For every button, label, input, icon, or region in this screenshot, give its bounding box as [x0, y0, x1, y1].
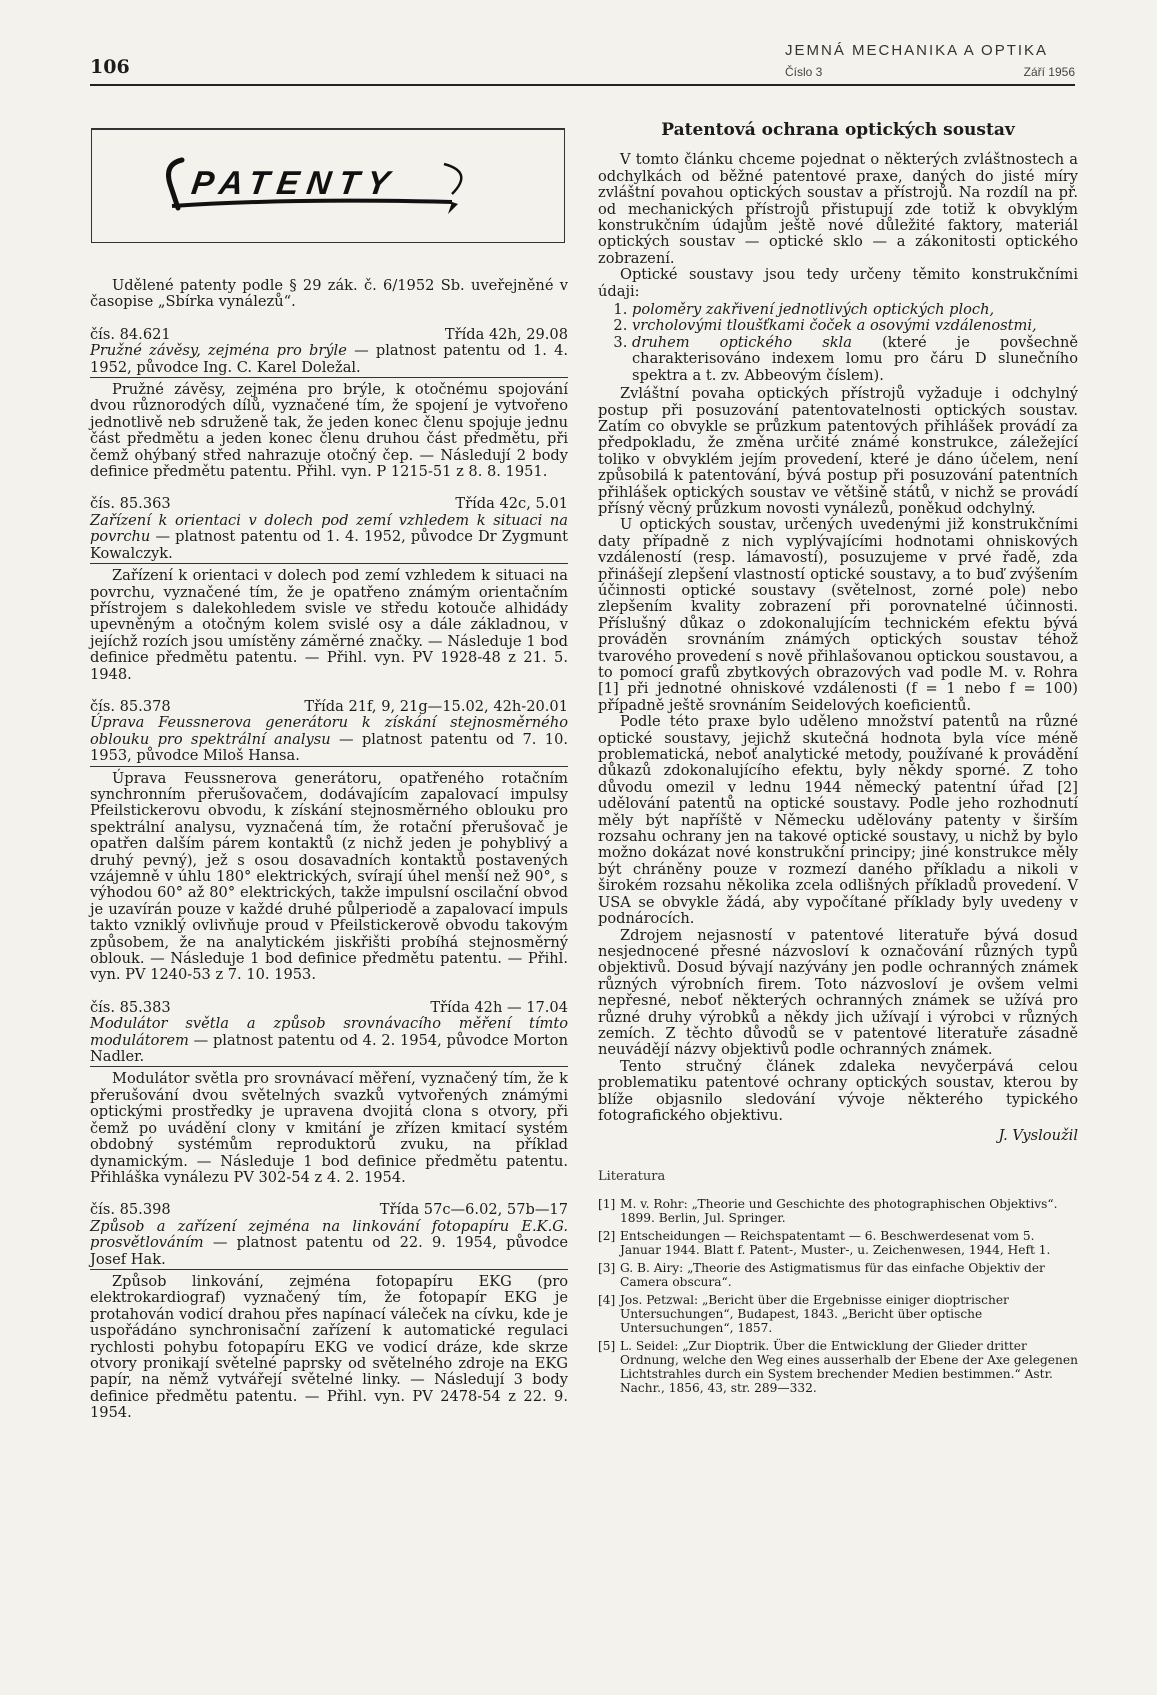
patent-title [90, 1016, 568, 1067]
patent-number: čís. 84.621 [90, 325, 171, 343]
patent-validity: — platnost patentu od 1. 4. 1952, původce Ing. C. Karel Doležal. [90, 342, 568, 376]
patent-class: Třída 57c—6.02, 57b—17 [379, 1201, 568, 1219]
patent-body: Způsob linkování, zejména fotopapíru EKG (pro elektrokardiograf) vyznačený tím, že fotopapír EKG je protahován vodicí drahou přes napínací váleček na cívku, kde je uspořádáno synchronisační zařízení k automatické regulaci rychlosti pohybu fotopapíru EKG ve vodicí dráze, kde skrze otvory pronikají světelné paprsky od světelného zdroje na EKG papír, na němž vytvářejí světelné linky. — Následují 3 body definice předmětu patentu. — Přihl. vyn. PV 2478-54 z 22. 9. 1954. [90, 1272, 568, 1422]
patent-class: Třída 42c, 5.01 [455, 495, 568, 513]
patent-number: čís. 85.378 [90, 697, 171, 715]
article-paragraph: V tomto článku chceme pojednat o některých zvláštnostech a odchylkách od běžné patentové praxe, daných do jisté míry zvláštní povahou optických soustav a přístrojů. Na rozdíl na př. od mechanických přístrojů přistupují zde totiž k obvyklým konstrukčním údajům ještě nové důležité faktory, materiál optických soustav — optické sklo — a zákonitosti optického zobrazení. [598, 151, 1078, 267]
patent-validity: — platnost patentu od 7. 10. 1953, původce Miloš Hansa. [90, 730, 568, 765]
issue-date: Září 1956 [1023, 65, 1075, 79]
patent-title [90, 343, 568, 378]
patent-entry [90, 327, 568, 481]
patent-validity: — platnost patentu od 1. 4. 1952, původce Dr Zygmunt Kowalczyk. [90, 528, 568, 562]
article-title: Patentová ochrana optických soustav [661, 120, 1015, 140]
patent-number: čís. 85.398 [90, 1201, 171, 1219]
patent-entry [90, 699, 568, 984]
article-paragraph: Optické soustavy jsou tedy určeny těmito konstrukčními údaji: [598, 266, 1078, 300]
patent-class: Třída 42h — 17.04 [430, 998, 568, 1016]
patent-header [90, 1000, 568, 1016]
article-paragraph: Zvláštní povaha optických přístrojů vyžaduje i odchylný postup při posuzování patentovatelnosti optických soustav. Zatím co obvykle se průzkum patentových přihlášek provádí za předpokladu, že změna určité známé konstrukce, záležející toliko v obvyklém jejím provedení, které je dáno účelem, není způsobilá k patentování, bývá postup při posuzování patentních přihlášek optických soustav ve většině států, v nichž se provádí přísný věcný průzkum novosti vynálezů, poněkud odchylný. [598, 385, 1078, 517]
article-paragraph: Tento stručný článek zdaleka nevyčerpává celou problematiku patentové ochrany optických soustav, kterou by blíže objasnilo sledování vývoje některého typického fotografického objektivu. [598, 1057, 1078, 1124]
patent-body: Modulátor světla pro srovnávací měření, vyznačený tím, že k přerušování dvou světelných svazků vytvořených známými optickými prostředky je upravena dvojitá clona s otvory, při čemž po uvádění clony v kmitání je zřízen kmitací systém obdobný systémům reproduktorů zvuku, na příklad dynamickým. — Následuje 1 bod definice předmětu patentu. Přihláška vynálezu PV 302-54 z 4. 2. 1954. [90, 1070, 568, 1186]
patent-title [90, 1219, 568, 1270]
patent-number: čís. 85.363 [90, 495, 171, 513]
reference-item: [4] Jos. Petzwal: „Bericht über die Ergebnisse einiger dioptrischer Untersuchungen“, Budapest, 1843. „Bericht über optische Untersuchungen“, 1857. [598, 1293, 1009, 1336]
patent-entry [90, 1202, 568, 1421]
header-rule [90, 84, 1075, 86]
reference-item: [3] G. B. Airy: „Theorie des Astigmatismus für das einfache Objektiv der Camera obscura“. [598, 1261, 1045, 1290]
patenty-logo-box [91, 128, 565, 243]
reference-item: [1] M. v. Rohr: „Theorie und Geschichte des photographischen Objektivs“. 1899. Berlin, Jul. Springer. [598, 1197, 1058, 1226]
logo-text: PATENTY [189, 165, 400, 202]
list-item: 2. vrcholovými tloušťkami čoček a osovými vzdálenostmi, [632, 318, 1078, 334]
patent-header [90, 496, 568, 512]
design-parameters-list [598, 302, 1078, 384]
reference-item: [2] Entscheidungen — Reichspatentamt — 6. Beschwerdesenat vom 5. Januar 1944. Blatt f. Patent-, Muster-, u. Zeichenwesen, 1944, Heft 1. [598, 1229, 1051, 1258]
patent-name: Způsob a zařízení zejména na linkování fotopapíru E.K.G. prosvětlováním [90, 1217, 568, 1252]
patent-body: Pružné závěsy, zejména pro brýle, k otočnému spojování dvou různorodých dílů, vyznačené tím, že spojení je vytvořeno jednotlivě neb sdruženě tak, že jeden konec členu spojuje jednu část předmětu a jeden konec členu druhou část předmětu, při čemž ohýbaný střed nahrazuje otočný čep. — Následují 2 body definice předmětu patentu. Přihl. vyn. P 1215-51 z 8. 8. 1951. [90, 381, 568, 481]
list-item: 1. poloměry zakřivení jednotlivých optických ploch, [632, 302, 1078, 318]
article-paragraph: Podle této praxe bylo uděleno množství patentů na různé optické soustavy, jejichž skutečná hodnota byla více méně problematická, neboť analytické metody, používané k provádění důkazů zdokonalujícího efektu, byly někdy sporné. Z toho důvodu omezil v lednu 1944 německý patentní úřad [2] udělování patentů na optické soustavy. Podle jeho rozhodnutí měly být napříště v Německu udělovány patenty v širším rozsahu ochrany jen na takové optické soustavy, u nichž by bylo možno dokázat nové konstrukční principy; jiné konstrukce měly být chráněny pouze v rozmezí daného příkladu a nikoli v širokém rozsahu několika zcela odlišných příkladů provedení. V USA se obvykle žádá, aby vypočítané příklady byly uvedeny v podnárocích. [598, 713, 1078, 928]
patent-title [90, 715, 568, 766]
patent-name: Zařízení k orientaci v dolech pod zemí vzhledem k situaci na povrchu [90, 511, 568, 546]
patent-validity: — platnost patentu od 4. 2. 1954, původce Morton Nadler. [90, 1031, 568, 1066]
issue-number: Číslo 3 [785, 65, 823, 79]
list-item: 3. druhem optického skla (které je povšechně charakterisováno indexem lomu pro čáru D slunečního spektra a t. zv. Abbeovým číslem). [632, 335, 1078, 384]
patent-entry [90, 496, 568, 682]
reference-list [598, 1197, 1078, 1395]
patent-name: Úprava Feussnerova generátoru k získání stejnosměrného oblouku pro spektrální analysu [90, 714, 568, 748]
journal-title: JEMNÁ MECHANIKA A OPTIKA [785, 42, 1049, 59]
patent-body: Zařízení k orientaci v dolech pod zemí vzhledem k situaci na povrchu, vyznačené tím, že je opatřeno známým orientačním přístrojem s dalekohledem svisle ve středu kotouče alhidády upevněným a otočným kolem svislé osy a dále základnou, v jejíchž rozích jsou umístěny záměrné značky. — Následuje 1 bod definice předmětu patentu. — Přihl. vyn. PV 1928-48 z 21. 5. 1948. [90, 567, 568, 683]
patent-header [90, 699, 568, 715]
patent-name: Modulátor světla a způsob srovnávacího měření tímto modulátorem [90, 1015, 568, 1049]
patent-validity: — platnost patentu od 22. 9. 1954, původce Josef Hak. [90, 1234, 568, 1268]
patent-header [90, 327, 568, 343]
patent-entry [90, 1000, 568, 1186]
right-column [598, 122, 1078, 1399]
patent-class: Třída 21f, 9, 21g—15.02, 42h-20.01 [304, 697, 568, 715]
reference-item: [5] L. Seidel: „Zur Dioptrik. Über die Entwicklung der Glieder dritter Ordnung, welche den Weg eines ausserhalb der Ebene der Axe gelegenen Lichtstrahles durch ein System brechender Medien bestimmen.“ Astr. Nachr., 1856, 43, str. 289—332. [598, 1339, 1078, 1396]
patent-name: Pružné závěsy, zejména pro brýle [90, 342, 347, 360]
page-number: 106 [90, 56, 130, 78]
patent-class: Třída 42h, 29.08 [444, 325, 568, 343]
article-author: J. Vysloužil [998, 1127, 1078, 1145]
patent-body: Úprava Feussnerova generátoru, opatřeného rotačním synchronním přerušovačem, dodávajícím zapalovací impulsy Pfeilstickerovu obvodu, k získání stejnosměrného oblouku pro spektrální analysu, vyznačená tím, že rotační přerušovač je opatřen dalším párem kontaktů (z nichž jeden je pohyblivý a druhý pevný), jež s osou dosavadních kontaktů postavených vzájemně v úhlu 180° elektrických, svírají úhel menší než 90°, s výhodou 60° až 80° elektrických, takže impulsní oscilační obvod je uzavírán pouze v každé druhé půlperiodě a zapalovací impuls takto vzniklý ovlivňuje proud v Pfeilstickerově obvodu takovým způsobem, že na analytickém jiskřišti probíhá stejnosměrný oblouk. — Následuje 1 bod definice předmětu patentu. — Přihl. vyn. PV 1240-53 z 7. 10. 1953. [90, 769, 568, 984]
patents-intro: Udělené patenty podle § 29 zák. č. 6/1952 Sb. uveřejněné v časopise „Sbírka vynálezů“. [90, 277, 568, 311]
patent-header [90, 1202, 568, 1218]
patent-title [90, 513, 568, 564]
article-paragraph: Zdrojem nejasností v patentové literatuře bývá dosud nesjednocené přesné názvosloví k označování různých typů objektivů. Dosud bývají nazývány jen podle ochranných známek různých výrobních firem. Toto názvosloví je ovšem velmi nepřesné, neboť některých ochranných známek se užívá pro různé druhy výrobků a někdy jich užívají i výrobci v různých zemích. Z těchto důvodů se v patentové literatuře zásadně neuvádějí názvy objektivů podle ochranných známek. [598, 926, 1078, 1059]
running-head [785, 42, 1075, 79]
literature-heading: Literatura [598, 1168, 666, 1184]
patenty-logo [152, 154, 492, 218]
article-paragraph: U optických soustav, určených uvedenými již konstrukčními daty případně z nich vyplývajícími hodnotami ohniskových vzdáleností (resp. lámavostí), posuzujeme v prvé řadě, zda přinášejí zlepšení vlastností optické soustavy, a to buď zvýšením účinnosti optické soustavy (světelnost, zorné pole) nebo zlepšením kvality zobrazení při porovnatelné účinnosti. Příslušný důkaz o zdokonalujícím technickém efektu bývá prováděn srovnáním známých optických soustav téhož tvarového provedení s nově přihlašovanou optickou soustavou, a to pomocí grafů zbytkových obrazových vad podle M. v. Rohra [1] při jednotné ohniskové vzdálenosti (f = 1 nebo f = 100) případně ještě srovnáním Seidelových koeficientů. [598, 516, 1078, 714]
issue-line [785, 65, 1075, 79]
patent-number: čís. 85.383 [90, 998, 171, 1016]
left-column [90, 278, 568, 1422]
